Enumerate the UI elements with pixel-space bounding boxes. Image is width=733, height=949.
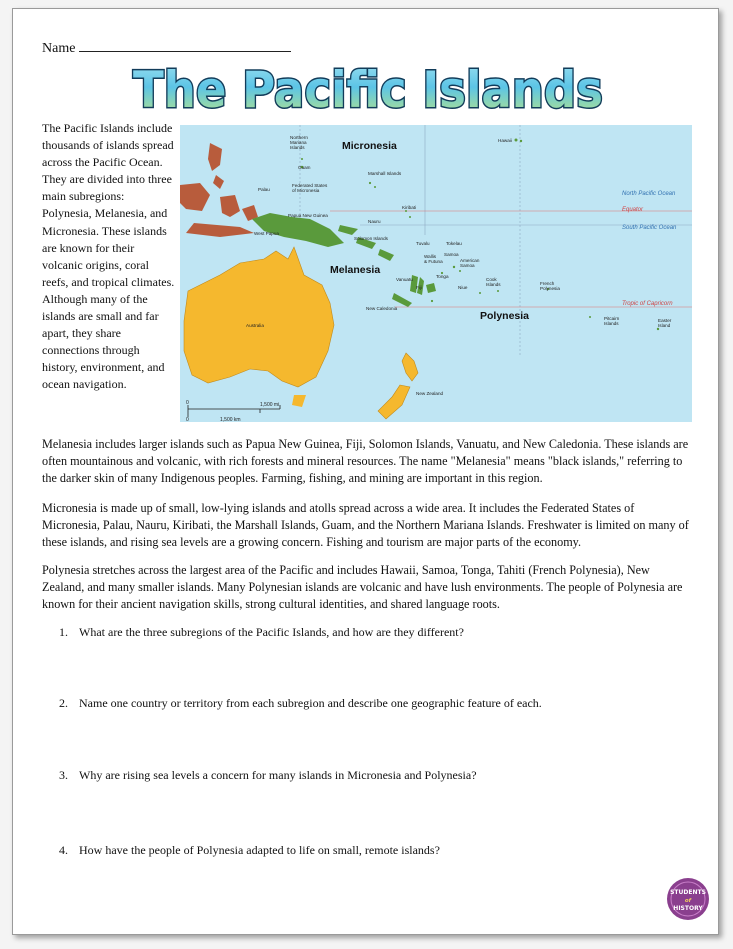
place-hawaii: Hawaii: [498, 138, 512, 143]
question-1: [59, 625, 679, 640]
place-fsm: Federated States of Micronesia: [292, 183, 328, 193]
name-label: Name: [42, 41, 76, 56]
place-vanuatu: Vanuatu: [396, 277, 413, 282]
asia-islands: [180, 143, 258, 237]
place-pitcairn: Pitcairn Islands: [604, 316, 620, 326]
place-marshall: Marshall Islands: [368, 171, 402, 176]
place-west-papua: West Papua: [254, 231, 279, 236]
question-1-number: 1.: [59, 625, 68, 639]
place-guam: Guam: [298, 165, 311, 170]
question-2-text: Name one country or territory from each subregion and describe one geographic feature of each.: [79, 696, 542, 710]
place-new-caledonia: New Caledonia: [366, 306, 398, 311]
question-4: [59, 843, 679, 858]
place-easter: Easter Island: [658, 318, 672, 328]
place-niue: Niue: [458, 285, 468, 290]
pacific-islands-map: [180, 125, 692, 422]
place-french-polynesia: French Polynesia: [540, 281, 560, 291]
place-australia: Australia: [246, 323, 264, 328]
question-3: [59, 768, 679, 783]
south-pacific-label: South Pacific Ocean: [622, 225, 677, 231]
place-nauru: Nauru: [368, 219, 381, 224]
place-solomon: Solomon Islands: [354, 236, 388, 241]
place-palau: Palau: [258, 187, 270, 192]
logo-line-2: of: [684, 898, 692, 904]
polynesia-paragraph: Polynesia stretches across the largest area of the Pacific and includes Hawaii, Samoa, Tonga, Tahiti (French Polynesia), New Zealand, and many smaller islands. Many Polynesian islands are volcanic and have lush environments. The people of Polynesia are known for their ancient navigation skills, strong cultural identities, and shared language roots.: [42, 563, 683, 612]
tropic-label: Tropic of Capricorn: [622, 301, 673, 307]
map-scale-bar: [186, 400, 280, 422]
place-tokelau: Tokelau: [446, 241, 462, 246]
place-png: Papua New Guinea: [288, 213, 328, 218]
worksheet-page: [12, 8, 719, 935]
polynesia-label: Polynesia: [480, 310, 530, 322]
intro-paragraph: The Pacific Islands include thousands of islands spread across the Pacific Ocean. They are divided into three main subregions: Polynesia, Melanesia, and Micronesia. These islands are known for their volcanic origins, coral reefs, and tropical climates. Although many of the islands are small and far apart, they share connections through history, environment, and ocean navigation.: [42, 121, 175, 392]
equator-label: Equator: [622, 207, 644, 213]
place-northern-mariana: Northern Mariana Islands: [290, 135, 308, 150]
scale-zero-bottom: 0: [186, 417, 189, 422]
north-pacific-label: North Pacific Ocean: [622, 191, 676, 197]
place-tonga: Tonga: [436, 274, 449, 279]
question-2: [59, 696, 679, 711]
page-title: [123, 49, 613, 129]
micronesia-label: Micronesia: [342, 140, 397, 152]
logo-line-1: STUDENTS: [670, 889, 706, 896]
place-tuvalu: Tuvalu: [416, 241, 430, 246]
australia-landmass: [184, 247, 334, 387]
question-1-text: What are the three subregions of the Pacific Islands, and how are they different?: [79, 625, 464, 639]
place-new-zealand: New Zealand: [416, 391, 444, 396]
logo-line-3: HISTORY: [673, 905, 703, 912]
question-2-number: 2.: [59, 696, 68, 710]
scale-mi: 1,500 mi: [260, 402, 280, 408]
place-wallis: Wallis & Futuna: [424, 254, 443, 264]
place-american-samoa: American Samoa: [460, 258, 480, 268]
question-3-text: Why are rising sea levels a concern for many islands in Micronesia and Polynesia?: [79, 768, 477, 782]
place-kiribati: Kiribati: [402, 205, 417, 210]
question-4-text: How have the people of Polynesia adapted to life on small, remote islands?: [79, 843, 440, 857]
melanesia-paragraph: Melanesia includes larger islands such as Papua New Guinea, Fiji, Solomon Islands, Vanuatu, and New Caledonia. These islands are often mountainous and volcanic, with rich forests and mineral resources. The name "Melanesia" means "black islands," referring to the darker skin of many Indigenous peoples. Farming, fishing, and mining are important in this region.: [42, 437, 689, 486]
question-4-number: 4.: [59, 843, 68, 857]
map-svg: [180, 125, 692, 422]
scale-km: 1,500 km: [220, 417, 241, 422]
new-zealand-landmass: [378, 353, 418, 419]
title-text: The Pacific Islands: [133, 61, 603, 119]
question-3-number: 3.: [59, 768, 68, 782]
island-dots: [301, 139, 660, 331]
place-samoa: Samoa: [444, 252, 459, 257]
place-fiji: Fiji: [416, 285, 422, 290]
tasmania: [292, 395, 306, 407]
place-cook: Cook Islands: [486, 277, 501, 287]
scale-zero-top: 0: [186, 400, 189, 406]
students-of-history-logo: [666, 877, 710, 921]
melanesia-label: Melanesia: [330, 264, 381, 276]
micronesia-paragraph: Micronesia is made up of small, low-lying islands and atolls spread across a wide area. It includes the Federated States of Micronesia, Palau, Nauru, Kiribati, the Marshall Islands, Guam, and the Northern Mariana Islands. Freshwater is limited on many of these islands, and rising sea levels are a growing concern. Fishing and tourism are major parts of the economy.: [42, 501, 689, 550]
